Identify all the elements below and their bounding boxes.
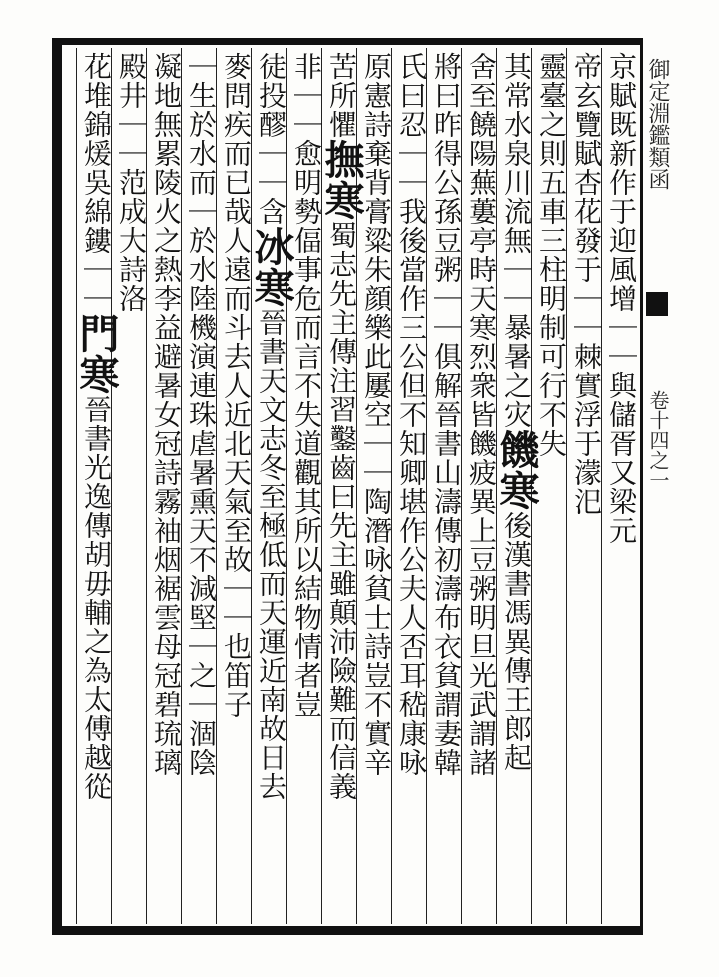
text-column-15: 殿井｜｜范成大詩洛 (115, 52, 148, 313)
text-column-4: 其常水泉川流無｜｜暴暑之灾饑寒後漢書馮異傳王郎起 (493, 52, 540, 772)
text-column-9: 苦所懼撫寒蜀志先主傳注習鑿齒曰先主雖顛沛險難而信義 (318, 52, 365, 801)
text-column-2: 帝玄覽賦杏花發于｜｜棘實浮于濛汜 (570, 52, 603, 516)
text-column-12: 麥問疾而已哉人遠而斗去人近北天氣至故｜｜也笛子 (220, 52, 253, 719)
headword: 饑寒 (493, 429, 540, 511)
text-column-11: 徒投醪｜｜含冰寒晉書天文志冬至極低而天運近南故日去 (248, 52, 295, 801)
text-column-16: 花堆錦煖吳綿鏤｜｜門寒晉書光逸傳胡毋輔之為太傅越從 (73, 52, 120, 801)
text-column-7: 氏曰忍｜｜我後當作三公但不知卿堪作公夫人否耳嵇康咏 (395, 52, 428, 777)
text-column-8: 原憲詩棄背膏粱朱顔樂此屢空｜｜陶潛咏貧士詩豈不實辛 (360, 52, 393, 777)
text-column-1: 京賦既新作于迎風增｜｜與儲胥又梁元 (605, 52, 638, 545)
headword: 冰寒 (248, 226, 295, 308)
edge-volume-label: 卷十四之一 (646, 390, 670, 490)
text-column-3: 靈臺之則五車三柱明制可行不失 (535, 52, 568, 458)
headword: 門寒 (73, 313, 120, 395)
edge-fishtail-mark (646, 292, 668, 316)
text-column-13: ｜生於水而｜於水陸機演連珠虐暑熏天不減堅｜之｜涸陰 (185, 52, 218, 777)
text-column-10: 非｜｜愈明勢偪事危而言不失道觀其所以結物情者豈 (290, 52, 323, 719)
headword: 撫寒 (318, 139, 365, 221)
text-column-5: 舍至饒陽蕪蔞亭時天寒烈衆皆饑疲異上豆粥明旦光武謂諸 (465, 52, 498, 777)
text-column-14: 凝地無累陵火之熱李益避暑女冠詩霧袖烟裾雲母冠碧琉璃 (150, 52, 183, 777)
edge-book-title: 御定淵鑑類函 (645, 58, 670, 190)
text-column-6: 將曰昨得公孫豆粥｜｜俱解晉書山濤傳初濤布衣貧謂妻韓 (430, 52, 463, 777)
